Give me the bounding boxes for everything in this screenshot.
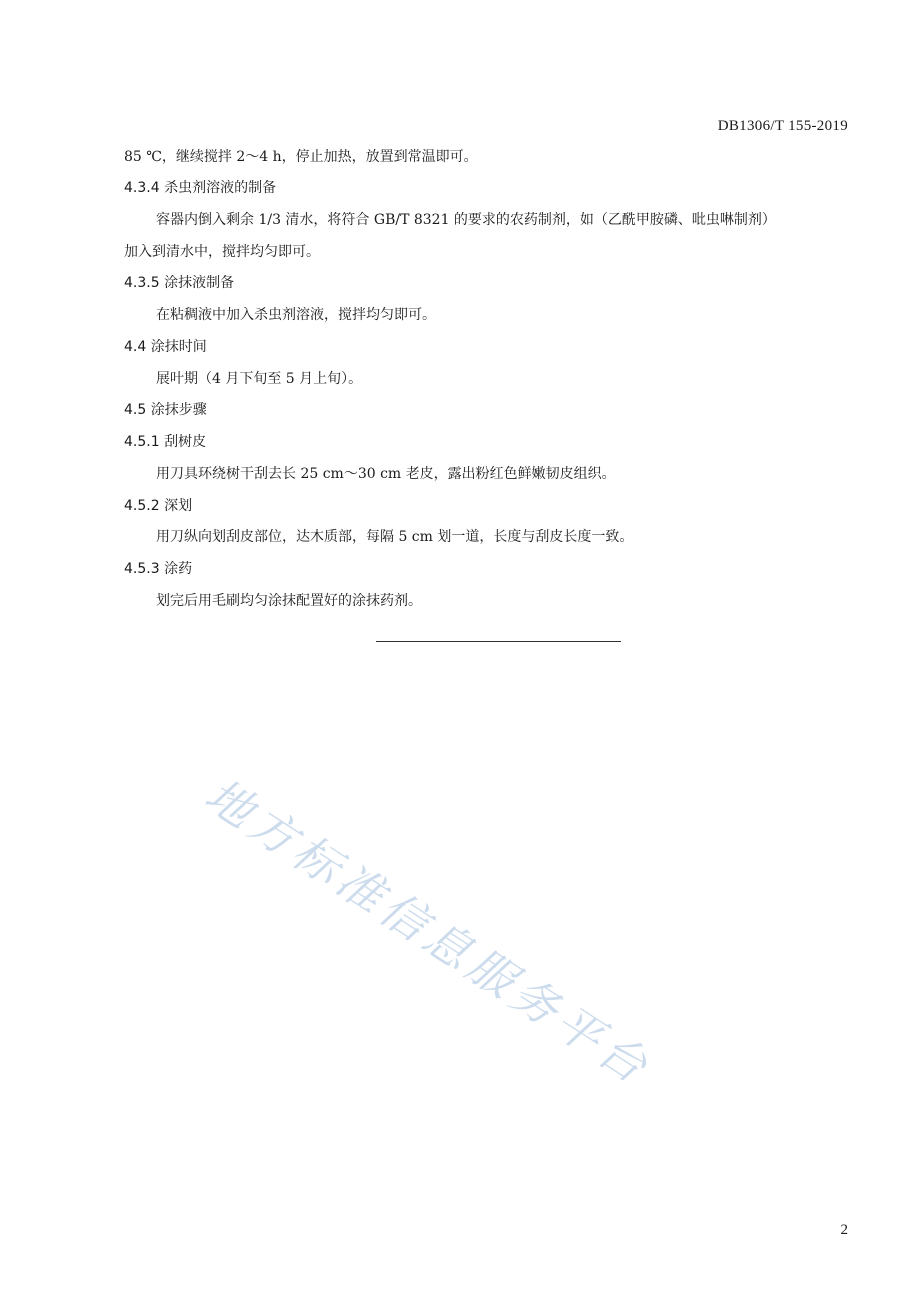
page-number: 2 [840, 1222, 848, 1238]
paragraph-4-3-5: 在粘稠液中加入杀虫剂溶液，搅拌均匀即可。 [156, 307, 436, 323]
paragraph-4-5-3: 划完后用毛刷均匀涂抹配置好的涂抹药剂。 [156, 593, 422, 609]
paragraph-4-4: 展叶期（4 月下旬至 5 月上旬）。 [156, 371, 363, 387]
section-heading-4-5-1: 4.5.1 刮树皮 [124, 434, 207, 450]
paragraph-4-3-4-line-1: 容器内倒入剩余 1/3 清水，将符合 GB/T 8321 的要求的农药制剂，如（乙酰甲胺磷、吡虫啉制剂） [156, 212, 776, 228]
section-heading-4-5-3: 4.5.3 涂药 [124, 561, 193, 577]
document-code: DB1306/T 155-2019 [717, 118, 848, 134]
section-heading-4-5: 4.5 涂抹步骤 [124, 402, 207, 418]
paragraph-4-5-1: 用刀具环绕树干刮去长 25 cm～30 cm 老皮，露出粉红色鲜嫩韧皮组织。 [156, 466, 616, 482]
paragraph-4-5-2: 用刀纵向划刮皮部位，达木质部，每隔 5 cm 划一道，长度与刮皮长度一致。 [156, 529, 634, 545]
section-heading-4-5-2: 4.5.2 深划 [124, 498, 193, 514]
watermark: 地方标准信息服务平台 [195, 767, 662, 1097]
section-heading-4-4: 4.4 涂抹时间 [124, 339, 207, 355]
paragraph-4-3-4-line-2: 加入到清水中，搅拌均匀即可。 [124, 244, 320, 260]
end-rule [376, 641, 621, 642]
section-heading-4-3-4: 4.3.4 杀虫剂溶液的制备 [124, 180, 277, 196]
section-heading-4-3-5: 4.3.5 涂抹液制备 [124, 275, 235, 291]
text-line-continuation: 85 ℃，继续搅拌 2～4 h，停止加热，放置到常温即可。 [124, 149, 478, 165]
